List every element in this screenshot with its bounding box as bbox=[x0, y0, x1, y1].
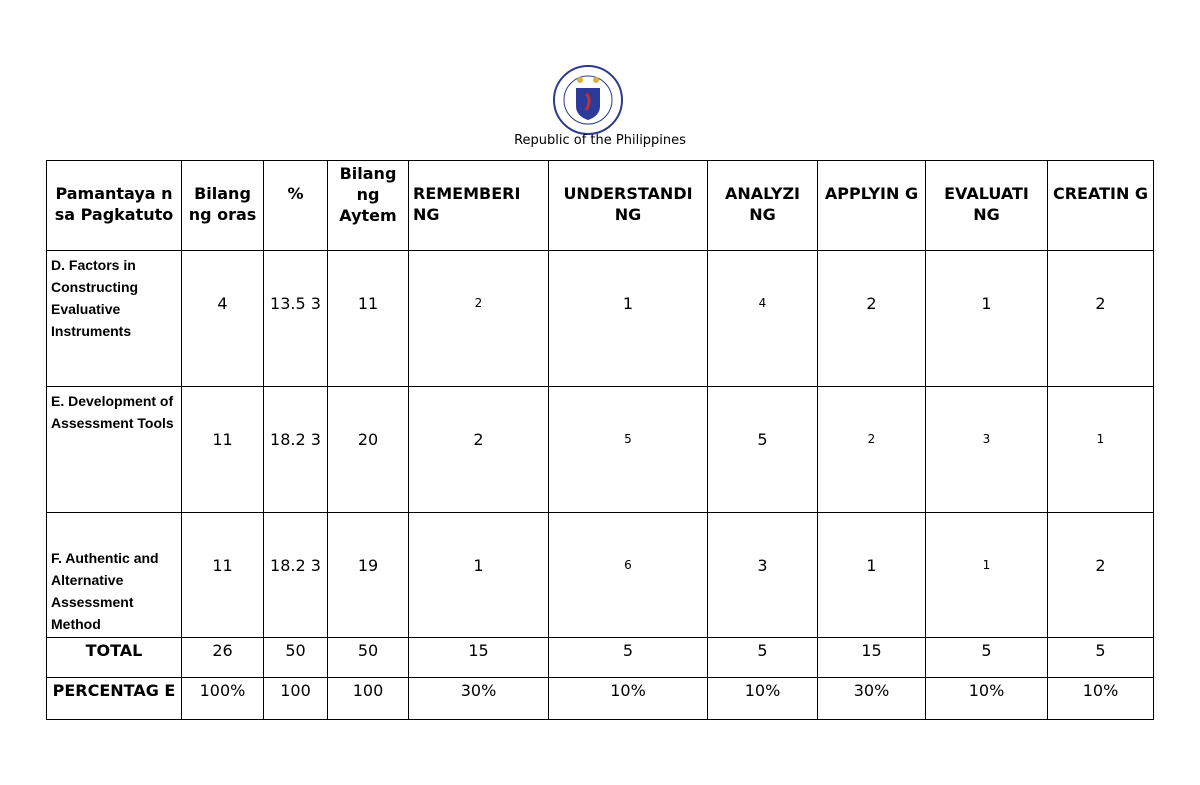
total-cell: 5 bbox=[549, 638, 708, 678]
percentage-row bbox=[47, 678, 1154, 720]
republic-label: Republic of the Philippines bbox=[514, 133, 686, 148]
table-of-specifications bbox=[46, 160, 1154, 720]
items-cell: 20 bbox=[328, 387, 409, 513]
percentage-cell: 10% bbox=[926, 678, 1048, 720]
understanding-cell: 6 bbox=[549, 513, 708, 638]
col-header-percent: % bbox=[264, 161, 328, 251]
col-header-items: Bilang ng Aytem bbox=[328, 161, 409, 251]
remembering-cell: 2 bbox=[409, 387, 549, 513]
col-header-understanding: UNDERSTANDI NG bbox=[549, 161, 708, 251]
analyzing-cell: 4 bbox=[708, 251, 818, 387]
total-row bbox=[47, 638, 1154, 678]
percentage-cell: 30% bbox=[409, 678, 549, 720]
percentage-cell: 30% bbox=[818, 678, 926, 720]
col-header-remembering: REMEMBERI NG bbox=[409, 161, 549, 251]
items-cell: 11 bbox=[328, 251, 409, 387]
evaluating-cell: 3 bbox=[926, 387, 1048, 513]
total-label: TOTAL bbox=[47, 638, 182, 678]
percentage-label: PERCENTAG E bbox=[47, 678, 182, 720]
col-header-hours: Bilang ng oras bbox=[182, 161, 264, 251]
table-row bbox=[47, 387, 1154, 513]
creating-cell: 1 bbox=[1048, 387, 1154, 513]
percent-cell: 13.5 3 bbox=[264, 251, 328, 387]
applying-cell: 1 bbox=[818, 513, 926, 638]
percentage-cell: 100 bbox=[328, 678, 409, 720]
total-cell: 5 bbox=[708, 638, 818, 678]
percentage-cell: 100 bbox=[264, 678, 328, 720]
table-row bbox=[47, 251, 1154, 387]
applying-cell: 2 bbox=[818, 251, 926, 387]
col-header-analyzing: ANALYZI NG bbox=[708, 161, 818, 251]
col-header-objective: Pamantaya n sa Pagkatuto bbox=[47, 161, 182, 251]
hours-cell: 4 bbox=[182, 251, 264, 387]
col-header-applying: APPLYIN G bbox=[818, 161, 926, 251]
total-cell: 5 bbox=[926, 638, 1048, 678]
total-cell: 15 bbox=[818, 638, 926, 678]
total-cell: 5 bbox=[1048, 638, 1154, 678]
remembering-cell: 2 bbox=[409, 251, 549, 387]
evaluating-cell: 1 bbox=[926, 513, 1048, 638]
understanding-cell: 5 bbox=[549, 387, 708, 513]
table-row bbox=[47, 513, 1154, 638]
col-header-creating: CREATIN G bbox=[1048, 161, 1154, 251]
header-row bbox=[47, 161, 1154, 251]
total-cell: 15 bbox=[409, 638, 549, 678]
remembering-cell: 1 bbox=[409, 513, 549, 638]
objective-cell: F. Authentic and Alternative Assessment Method bbox=[47, 513, 182, 638]
percentage-cell: 10% bbox=[549, 678, 708, 720]
objective-cell: D. Factors in Constructing Evaluative Instruments bbox=[47, 251, 182, 387]
objective-cell: E. Development of Assessment Tools bbox=[47, 387, 182, 513]
understanding-cell: 1 bbox=[549, 251, 708, 387]
percentage-cell: 100% bbox=[182, 678, 264, 720]
creating-cell: 2 bbox=[1048, 251, 1154, 387]
hours-cell: 11 bbox=[182, 513, 264, 638]
total-cell: 50 bbox=[328, 638, 409, 678]
percent-cell: 18.2 3 bbox=[264, 387, 328, 513]
total-cell: 26 bbox=[182, 638, 264, 678]
creating-cell: 2 bbox=[1048, 513, 1154, 638]
applying-cell: 2 bbox=[818, 387, 926, 513]
percentage-cell: 10% bbox=[708, 678, 818, 720]
deped-seal-logo bbox=[552, 64, 624, 136]
percentage-cell: 10% bbox=[1048, 678, 1154, 720]
items-cell: 19 bbox=[328, 513, 409, 638]
percent-cell: 18.2 3 bbox=[264, 513, 328, 638]
total-cell: 50 bbox=[264, 638, 328, 678]
hours-cell: 11 bbox=[182, 387, 264, 513]
col-header-evaluating: EVALUATI NG bbox=[926, 161, 1048, 251]
analyzing-cell: 5 bbox=[708, 387, 818, 513]
analyzing-cell: 3 bbox=[708, 513, 818, 638]
evaluating-cell: 1 bbox=[926, 251, 1048, 387]
